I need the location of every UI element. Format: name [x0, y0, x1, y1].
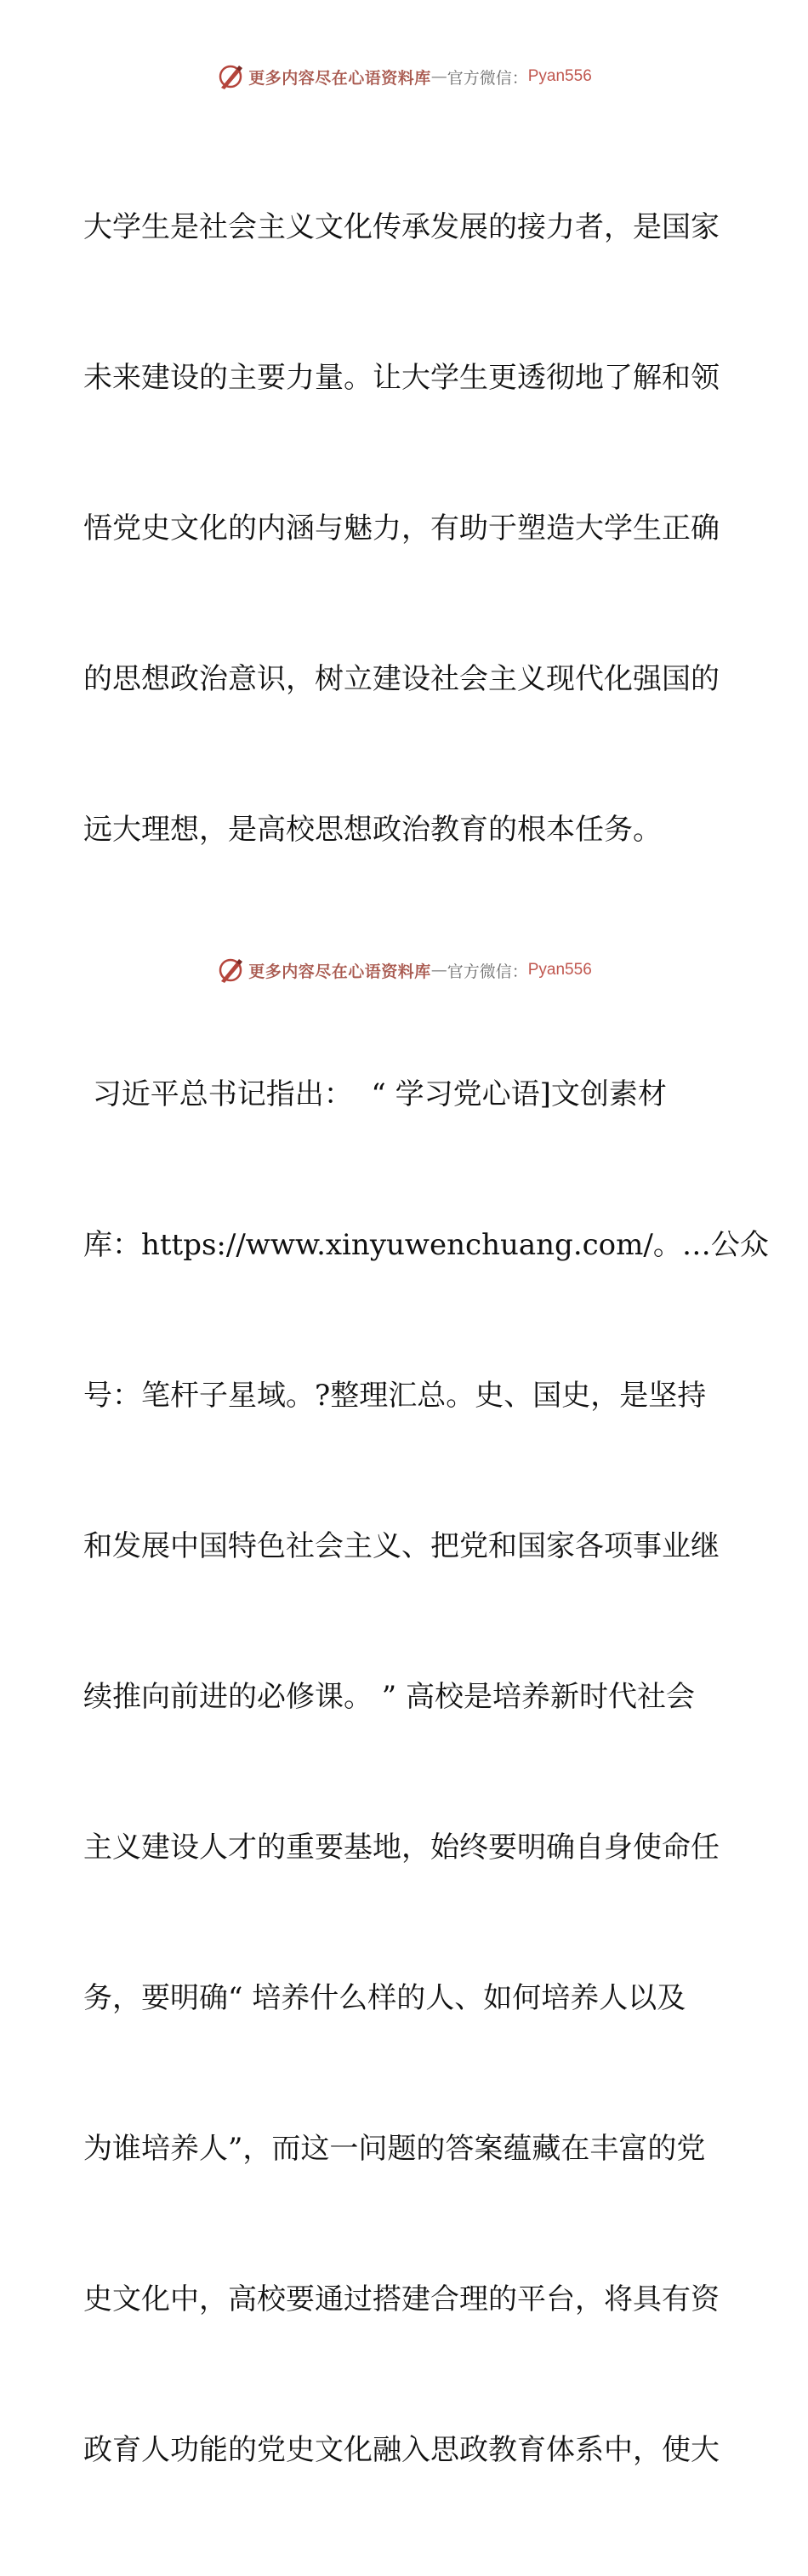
- text-line: 号：笔杆子星域。?整理汇总。史、国史，是坚持: [83, 1379, 707, 1413]
- banner-wechat-label: 官方微信：: [447, 68, 528, 88]
- text-line: 务，要明确“ 培养什么样的人、如何培养人以及: [83, 1981, 686, 2015]
- paragraph-1: [83, 102, 730, 956]
- text-line: 为谁培养人”，而这一问题的答案蕴藏在丰富的党: [83, 2132, 706, 2166]
- text-line: 库：https://www.xinyuwenchuang.com/。…公众: [83, 1228, 769, 1262]
- text-line: 悟党史文化的内涵与魅力，有助于塑造大学生正确: [83, 511, 720, 545]
- text-line: 的思想政治意识，树立建设社会主义现代化强国的: [83, 662, 720, 696]
- text-line: 习近平总书记指出： “ 学习党心语]文创素材: [83, 1077, 667, 1111]
- text-line: 政育人功能的党史文化融入思政教育体系中，使大: [83, 2433, 720, 2467]
- text-line: 未来建设的主要力量。让大学生更透彻地了解和领: [83, 361, 720, 395]
- text-line: 续推向前进的必修课。 ” 高校是培养新时代社会: [83, 1680, 695, 1714]
- pen-logo-icon: [216, 62, 245, 91]
- banner-dash: —: [430, 67, 447, 86]
- pen-logo-icon: [216, 956, 245, 985]
- footer-banner: [0, 955, 808, 985]
- banner-main-text: 更多内容尽在心语资料库: [248, 68, 431, 88]
- header-banner: [0, 61, 808, 92]
- banner-main-text: 更多内容尽在心语资料库: [248, 962, 431, 981]
- text-line: 主义建设人才的重要基地，始终要明确自身使命任: [83, 1831, 720, 1865]
- paragraph-2: [83, 969, 769, 2576]
- text-line: 史文化中，高校要通过搭建合理的平台，将具有资: [83, 2282, 720, 2316]
- text-line: 远大理想，是高校思想政治教育的根本任务。: [83, 813, 662, 847]
- banner-wechat-id: Pyan556: [527, 961, 592, 979]
- banner-dash: —: [430, 961, 447, 980]
- text-line: 大学生是社会主义文化传承发展的接力者，是国家: [83, 210, 720, 244]
- document-body: [83, 102, 769, 2576]
- banner-wechat-id: Pyan556: [527, 67, 592, 85]
- text-line: 和发展中国特色社会主义、把党和国家各项事业继: [83, 1529, 720, 1563]
- banner-wechat-label: 官方微信：: [447, 962, 528, 981]
